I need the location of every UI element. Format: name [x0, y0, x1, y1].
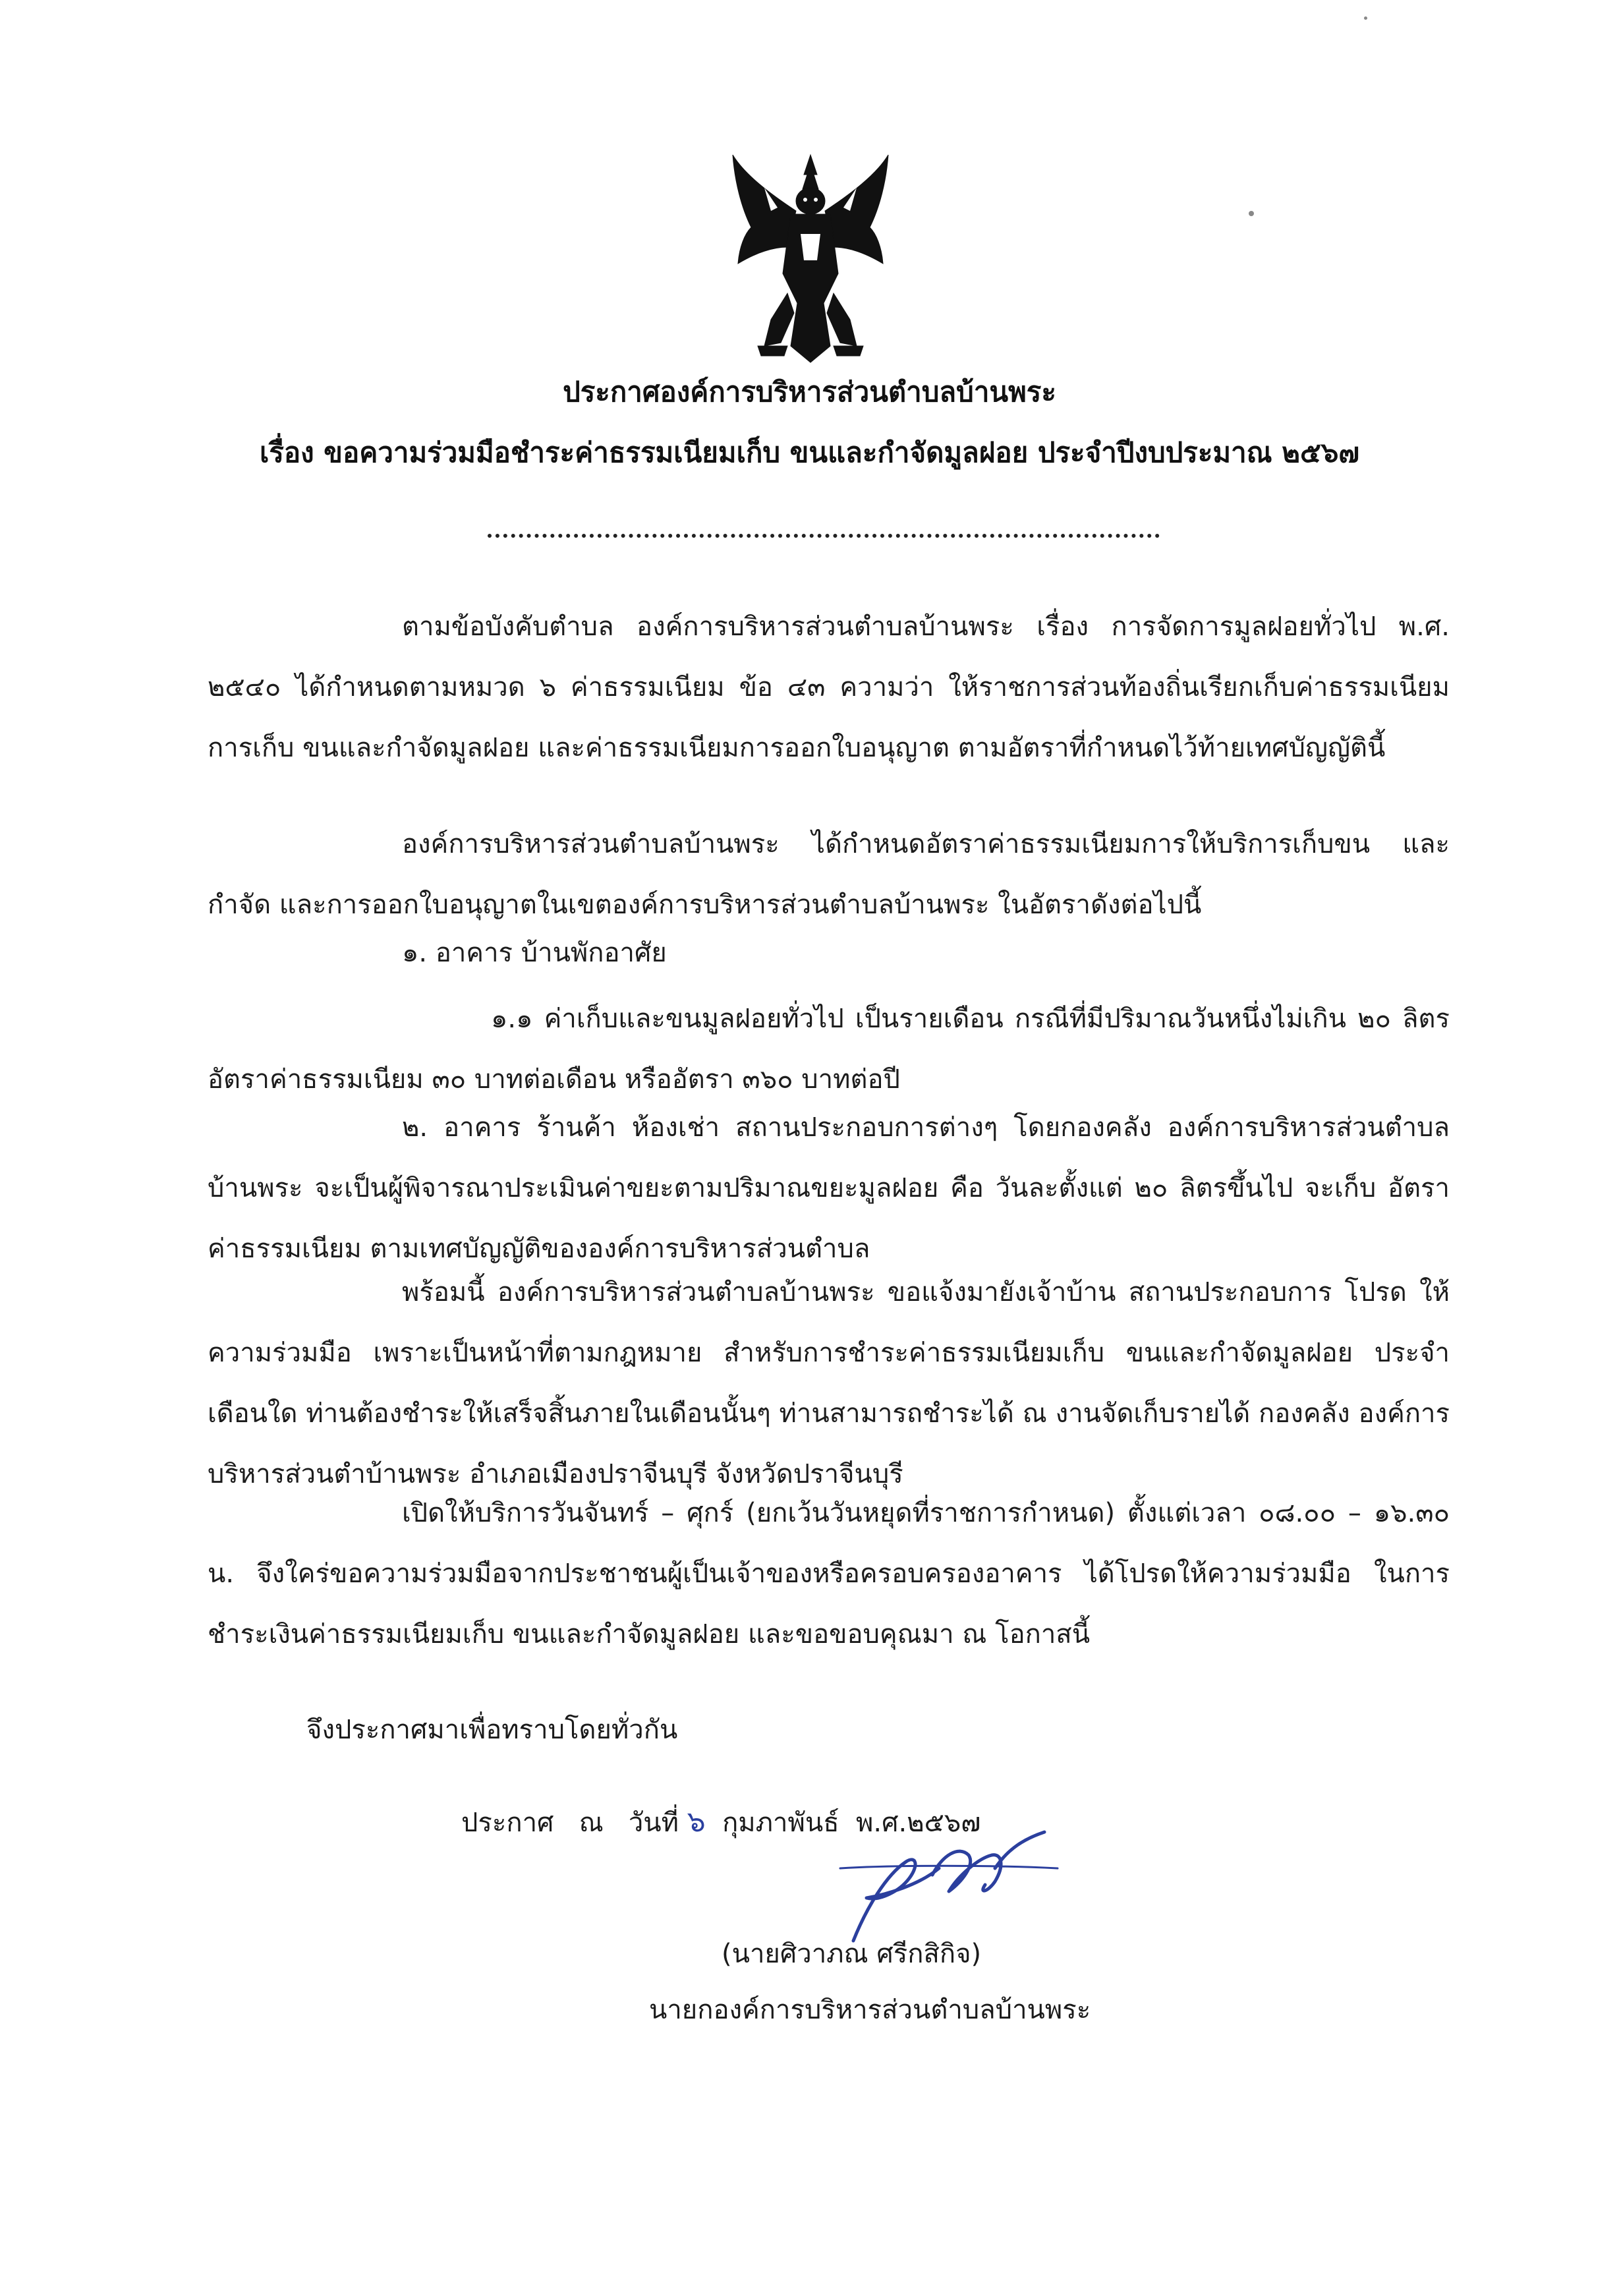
announce-prefix: ประกาศ ณ วันที่: [461, 1808, 687, 1838]
announcement-title: ประกาศองค์การบริหารส่วนตำบลบ้านพระ: [563, 376, 1056, 408]
body-paragraph-2-text: องค์การบริหารส่วนตำบลบ้านพระ ได้กำหนดอัตราค่าธรรมเนียมการให้บริการเก็บขน และ กำจัด และการออกใบอนุญาตในเขตองค์การบริหารส่วนตำบลบ้านพระ ในอัตราดังต่อไปนี้: [208, 829, 1450, 920]
dotted-separator: [488, 507, 1160, 538]
signer-title: นายกองค์การบริหารส่วนตำบลบ้านพระ: [649, 1995, 1091, 2025]
list-item-1-text: ๑. อาคาร บ้านพักอาศัย: [402, 938, 667, 968]
list-item-2: [208, 1097, 1450, 1279]
body-paragraph-4: [208, 1483, 1450, 1665]
body-paragraph-4-text: เปิดให้บริการวันจันทร์ – ศุกร์ (ยกเว้นวันหยุดที่ราชการกำหนด) ตั้งแต่เวลา ๐๘.๐๐ – ๑๖.๓๐ น. จึงใคร่ขอความร่วมมือจากประชาชนผู้เป็นเจ้าของหรือครอบครองอาคาร ได้โปรดให้ความร่วมมือ ในการชำระเงินค่าธรรมเนียมเก็บ ขนและกำจัดมูลฝอย และขอขอบคุณมา ณ โอกาสนี้: [208, 1498, 1450, 1650]
list-item-1: [208, 923, 1450, 983]
body-paragraph-3: [208, 1262, 1450, 1505]
body-paragraph-2: [208, 814, 1450, 935]
closing-statement: จึงประกาศมาเพื่อทราบโดยทั่วกัน: [306, 1715, 678, 1745]
list-item-1-1-text: ๑.๑ ค่าเก็บและขนมูลฝอยทั่วไป เป็นรายเดือน กรณีที่มีปริมาณวันหนึ่งไม่เกิน ๒๐ ลิตร อัตราค่าธรรมเนียม ๓๐ บาทต่อเดือน หรืออัตรา ๓๖๐ บาทต่อปี: [208, 1004, 1450, 1095]
scan-speck: [1364, 16, 1367, 20]
list-item-1-1: [208, 989, 1450, 1110]
body-paragraph-1-text: ตามข้อบังคับตำบล องค์การบริหารส่วนตำบลบ้านพระ เรื่อง การจัดการมูลฝอยทั่วไป พ.ศ. ๒๕๔๐ ได้กำหนดตามหมวด ๖ ค่าธรรมเนียม ข้อ ๔๓ ความว่า ให้ราชการส่วนท้องถิ่นเรียกเก็บค่าธรรมเนียม การเก็บ ขนและกำจัดมูลฝอย และค่าธรรมเนียมการออกใบอนุญาต ตามอัตราที่กำหนดไว้ท้ายเทศบัญญัตินี้: [208, 612, 1450, 763]
body-paragraph-3-text: พร้อมนี้ องค์การบริหารส่วนตำบลบ้านพระ ขอแจ้งมายังเจ้าบ้าน สถานประกอบการ โปรด ให้ความร่วมมือ เพราะเป็นหน้าที่ตามกฎหมาย สำหรับการชำระค่าธรรมเนียมเก็บ ขนและกำจัดมูลฝอย ประจำเดือนใด ท่านต้องชำระให้เสร็จสิ้นภายในเดือนนั้นๆ ท่านสามารถชำระได้ ณ งานจัดเก็บรายได้ กองคลัง องค์การบริหารส่วนตำบ้านพระ อำเภอเมืองปราจีนบุรี จังหวัดปราจีนบุรี: [208, 1277, 1450, 1489]
scan-speck: [1249, 211, 1254, 216]
signer-name: (นายศิวาภณ ศรีกสิกิจ): [722, 1939, 982, 1969]
announce-day-handwritten: ๖: [687, 1805, 706, 1839]
announcement-subject: เรื่อง ขอความร่วมมือชำระค่าธรรมเนียมเก็บ ขนและกำจัดมูลฝอย ประจำปีงบประมาณ ๒๕๖๗: [260, 436, 1359, 469]
garuda-emblem-icon: [725, 148, 896, 366]
announce-month-year: กุมภาพันธ์ พ.ศ.๒๕๖๗: [705, 1808, 981, 1838]
body-paragraph-1: [208, 596, 1450, 778]
list-item-2-text: ๒. อาคาร ร้านค้า ห้องเช่า สถานประกอบการต่างๆ โดยกองคลัง องค์การบริหารส่วนตำบล บ้านพระ จะเป็นผู้พิจารณาประเมินค่าขยะตามปริมาณขยะมูลฝอย คือ วันละตั้งแต่ ๒๐ ลิตรขึ้นไป จะเก็บ อัตราค่าธรรมเนียม ตามเทศบัญญัติขององค์การบริหารส่วนตำบล: [208, 1112, 1450, 1264]
